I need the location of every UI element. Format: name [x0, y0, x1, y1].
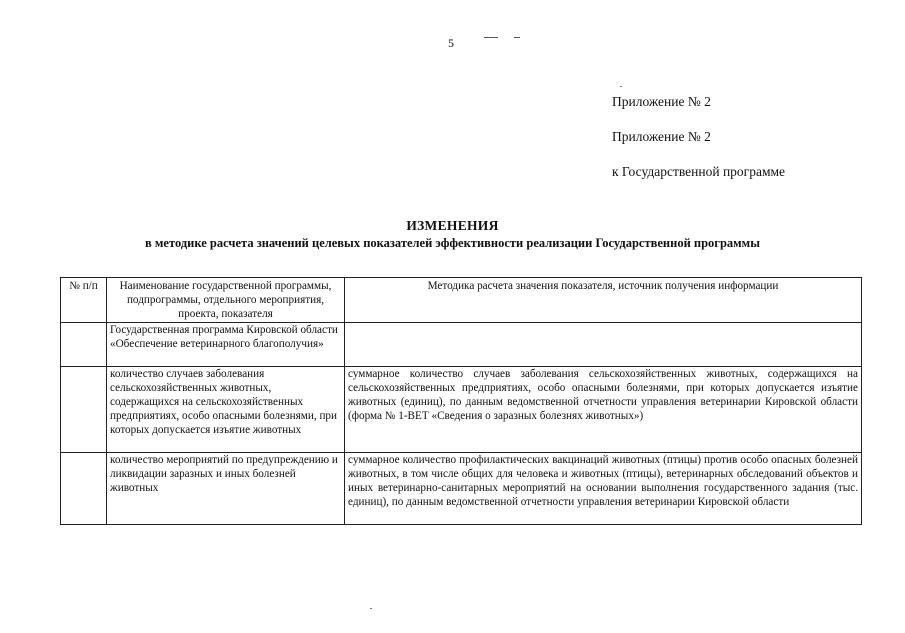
appendix-line-2: Приложение № 2 — [612, 129, 711, 144]
table-row — [61, 323, 862, 367]
header-number: № п/п — [61, 278, 107, 323]
row-method-cell: суммарное количество случаев заболевания сельскохозяйственных животных, содержащихся на сельскохозяйственных предприятиях, особо опасными болезнями, при которых допускается изъятие животных (единиц), по данным ведомственной отчетности управления ветеринарии Кировской области (форма № 1-ВЕТ «Сведения о заразных болезнях животных») — [345, 367, 862, 453]
row-number-cell — [61, 323, 107, 367]
appendix-line-3: к Государственной программе — [612, 164, 786, 179]
row-number-cell — [61, 367, 107, 453]
scan-artifact — [484, 37, 498, 38]
document-heading — [0, 218, 905, 251]
table-row — [61, 453, 862, 525]
header-name: Наименование государственной программы, подпрограммы, отдельного мероприятия, проекта, показателя — [107, 278, 345, 323]
scan-artifact — [514, 37, 520, 38]
row-method-cell — [345, 323, 862, 367]
appendix-line-1: Приложение № 2 — [612, 94, 711, 109]
scan-speck — [370, 608, 372, 609]
header-method: Методика расчета значения показателя, источник получения информации — [345, 278, 862, 323]
table-row — [61, 367, 862, 453]
row-name-cell: количество мероприятий по предупреждению и ликвидации заразных и иных болезней животных — [107, 453, 345, 525]
row-name-cell: Государственная программа Кировской области «Обеспечение ветеринарного благополучия» — [107, 323, 345, 367]
document-title: ИЗМЕНЕНИЯ — [406, 218, 499, 233]
row-name-cell: количество случаев заболевания сельскохозяйственных животных, содержащихся на сельскохозяйственных предприятиях, особо опасными болезнями, при которых допускается изъятие животных — [107, 367, 345, 453]
document-subtitle: в методике расчета значений целевых показателей эффективности реализации Государственной программы — [145, 236, 760, 250]
page-number: 5 — [448, 36, 454, 50]
methodology-table — [60, 277, 862, 525]
scan-speck — [620, 86, 622, 87]
row-number-cell — [61, 453, 107, 525]
table-header-row — [61, 278, 862, 323]
row-method-cell: суммарное количество профилактических вакцинаций животных (птицы) против особо опасных болезней животных, в том числе общих для человека и животных (птицы), ветеринарных обследований объектов и иных ветеринарно-санитарных мероприятий на основании выполнения государственного задания (тыс. единиц), по данным ведомственной отчетности управления ветеринарии Кировской области — [345, 453, 862, 525]
